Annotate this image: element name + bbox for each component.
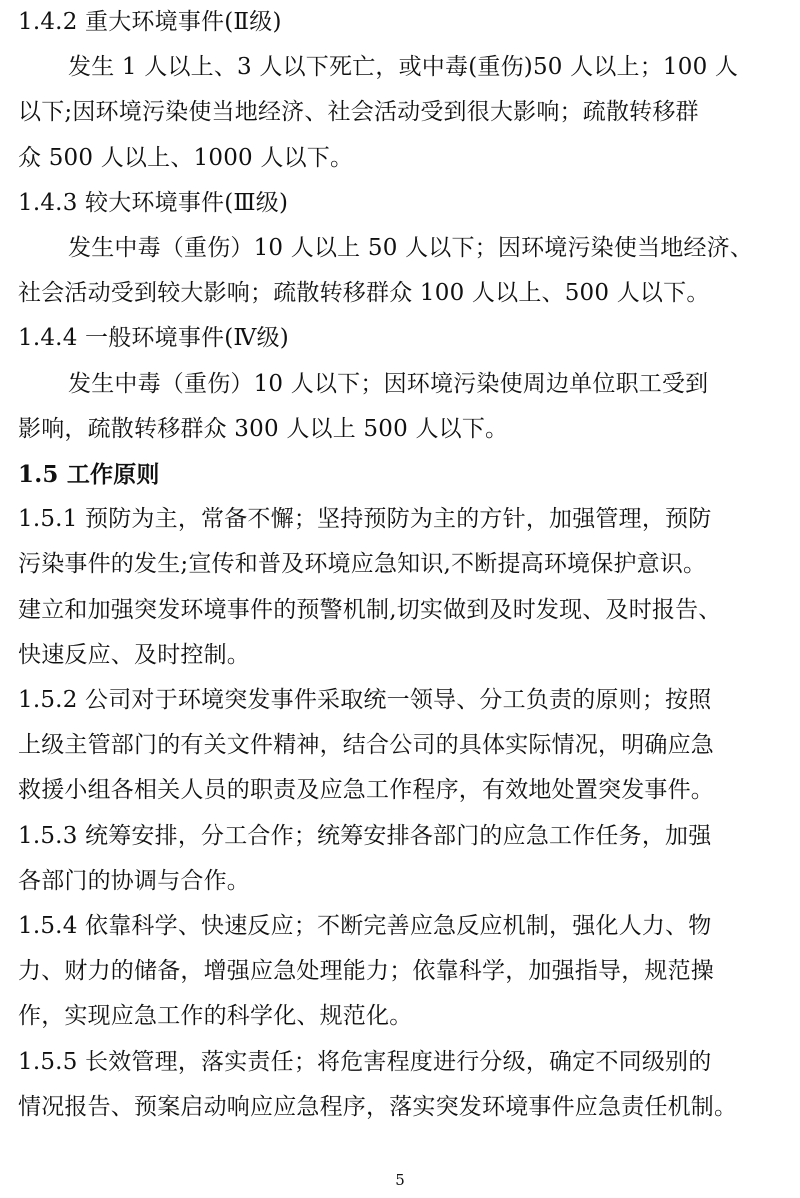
paragraph-line: 社会活动受到较大影响；疏散转移群众 100 人以上、500 人以下。 xyxy=(18,280,710,307)
paragraph-line: 污染事件的发生;宣传和普及环境应急知识,不断提高环境保护意识。 xyxy=(18,551,707,578)
section-heading-1-4-4: 1.4.4 一般环境事件(Ⅳ级) xyxy=(18,325,289,352)
paragraph-line: 发生 1 人以上、3 人以下死亡，或中毒(重伤)50 人以上；100 人 xyxy=(68,54,739,81)
section-heading-1-5: 1.5 工作原则 xyxy=(18,461,160,489)
paragraph-line: 1.5.1 预防为主，常备不懈；坚持预防为主的方针，加强管理，预防 xyxy=(18,506,712,533)
paragraph-line: 1.5.5 长效管理，落实责任；将危害程度进行分级，确定不同级别的 xyxy=(18,1048,712,1075)
section-heading-1-4-3: 1.4.3 较大环境事件(Ⅲ级) xyxy=(18,189,289,216)
paragraph-line: 救援小组各相关人员的职责及应急工作程序，有效地处置突发事件。 xyxy=(18,777,714,804)
paragraph-line: 各部门的协调与合作。 xyxy=(18,867,250,894)
paragraph-line: 上级主管部门的有关文件精神，结合公司的具体实际情况，明确应急 xyxy=(18,732,714,759)
paragraph-line: 影响，疏散转移群众 300 人以上 500 人以下。 xyxy=(18,415,509,442)
document-body xyxy=(18,0,776,1130)
paragraph-line: 发生中毒（重伤）10 人以下；因环境污染使周边单位职工受到 xyxy=(68,370,709,397)
page-number: 5 xyxy=(395,1171,405,1189)
paragraph-line: 发生中毒（重伤）10 人以上 50 人以下；因环境污染使当地经济、 xyxy=(68,235,754,262)
paragraph-line: 建立和加强突发环境事件的预警机制,切实做到及时发现、及时报告、 xyxy=(18,596,722,623)
paragraph-line: 力、财力的储备，增强应急处理能力；依靠科学，加强指导，规范操 xyxy=(18,958,714,985)
paragraph-line: 快速反应、及时控制。 xyxy=(18,641,250,668)
paragraph-line: 以下;因环境污染使当地经济、社会活动受到很大影响；疏散转移群 xyxy=(18,99,699,126)
paragraph-line: 作，实现应急工作的科学化、规范化。 xyxy=(18,1003,413,1030)
paragraph-line: 1.5.2 公司对于环境突发事件采取统一领导、分工负责的原则；按照 xyxy=(18,687,712,714)
paragraph-line: 众 500 人以上、1000 人以下。 xyxy=(18,144,354,171)
section-heading-1-4-2: 1.4.2 重大环境事件(Ⅱ级) xyxy=(18,9,282,35)
paragraph-line: 情况报告、预案启动响应应急程序，落实突发环境事件应急责任机制。 xyxy=(18,1093,738,1120)
paragraph-line: 1.5.4 依靠科学、快速反应；不断完善应急反应机制，强化人力、物 xyxy=(18,913,712,940)
paragraph-line: 1.5.3 统筹安排，分工合作；统筹安排各部门的应急工作任务，加强 xyxy=(18,822,712,849)
